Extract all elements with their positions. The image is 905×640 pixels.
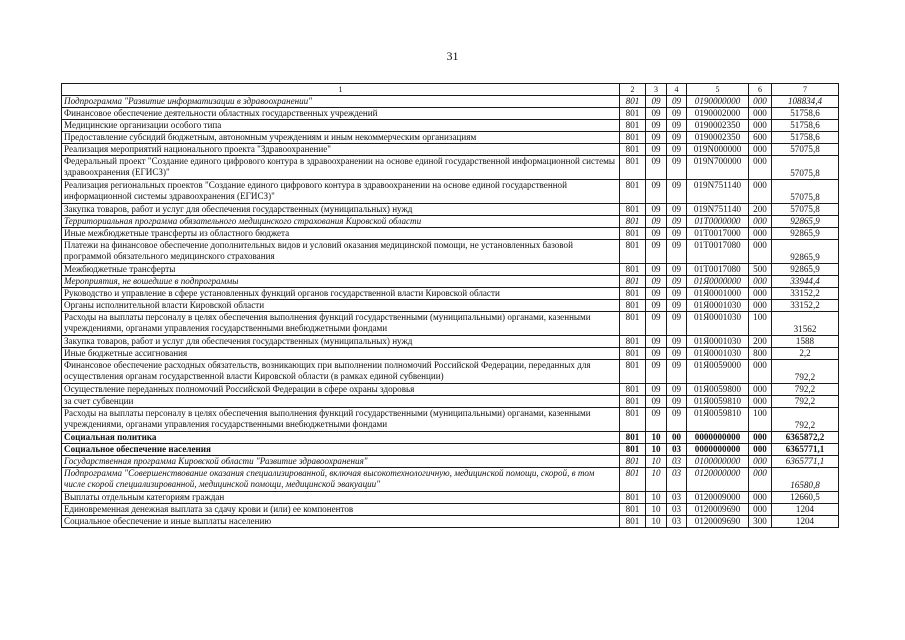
budget-table: [61, 83, 839, 528]
row-csr-cell: 01Т0000000: [687, 216, 749, 228]
row-csr-cell: 01Я0059810: [687, 396, 749, 408]
row-vedomstvo-cell: 801: [620, 120, 646, 132]
row-name-cell: Иные межбюджетные трансферты из областного бюджета: [62, 228, 620, 240]
row-amount-cell: 792,2: [772, 408, 839, 432]
table-row: [62, 216, 839, 228]
row-name-cell: Руководство и управление в сфере установленных функций органов государственной власти Кировской области: [62, 288, 620, 300]
row-name-cell: Федеральный проект "Создание единого цифрового контура в здравоохранении на основе единой государственной информационной системы здравоохранения (ЕГИСЗ)": [62, 156, 620, 180]
row-razdel-cell: 09: [646, 108, 667, 120]
row-vedomstvo-cell: 801: [620, 156, 646, 180]
row-amount-cell: 6365771,1: [772, 444, 839, 456]
row-vr-cell: 000: [749, 276, 772, 288]
row-podrazdel-cell: 03: [667, 504, 687, 516]
row-podrazdel-cell: 03: [667, 468, 687, 492]
row-amount-cell: 792,2: [772, 384, 839, 396]
table-row: [62, 276, 839, 288]
row-vedomstvo-cell: 801: [620, 396, 646, 408]
row-vr-cell: 800: [749, 348, 772, 360]
table-row: [62, 384, 839, 396]
row-razdel-cell: 09: [646, 228, 667, 240]
header-cell-vr: 6: [749, 84, 772, 96]
row-razdel-cell: 09: [646, 360, 667, 384]
row-vr-cell: 100: [749, 408, 772, 432]
row-csr-cell: 0000000000: [687, 444, 749, 456]
table-row: [62, 204, 839, 216]
row-vedomstvo-cell: 801: [620, 96, 646, 108]
row-vedomstvo-cell: 801: [620, 132, 646, 144]
table-row: [62, 492, 839, 504]
row-vedomstvo-cell: 801: [620, 492, 646, 504]
row-csr-cell: 01Я0059810: [687, 408, 749, 432]
table-row: [62, 408, 839, 432]
row-name-cell: Медицинские организации особого типа: [62, 120, 620, 132]
table-row: [62, 504, 839, 516]
row-vr-cell: 000: [749, 384, 772, 396]
row-vedomstvo-cell: 801: [620, 204, 646, 216]
page-number: 31: [446, 49, 459, 63]
row-csr-cell: 0120000000: [687, 468, 749, 492]
row-razdel-cell: 09: [646, 276, 667, 288]
row-amount-cell: 792,2: [772, 360, 839, 384]
row-razdel-cell: 09: [646, 408, 667, 432]
table-row: [62, 180, 839, 204]
row-amount-cell: 1204: [772, 504, 839, 516]
row-podrazdel-cell: 03: [667, 516, 687, 528]
row-name-cell: Мероприятия, не вошедшие в подпрограммы: [62, 276, 620, 288]
table-row: [62, 312, 839, 336]
row-amount-cell: 33152,2: [772, 288, 839, 300]
row-razdel-cell: 09: [646, 132, 667, 144]
row-podrazdel-cell: 03: [667, 456, 687, 468]
row-csr-cell: 019N751140: [687, 180, 749, 204]
row-vedomstvo-cell: 801: [620, 240, 646, 264]
row-podrazdel-cell: 09: [667, 360, 687, 384]
table-row: [62, 444, 839, 456]
row-csr-cell: 01Я0001030: [687, 300, 749, 312]
row-csr-cell: 01Т0017080: [687, 240, 749, 264]
row-vedomstvo-cell: 801: [620, 384, 646, 396]
row-vedomstvo-cell: 801: [620, 288, 646, 300]
row-amount-cell: 108834,4: [772, 96, 839, 108]
row-amount-cell: 16580,8: [772, 468, 839, 492]
row-razdel-cell: 09: [646, 312, 667, 336]
row-csr-cell: 01Т0017000: [687, 228, 749, 240]
row-name-cell: Финансовое обеспечение деятельности областных государственных учреждений: [62, 108, 620, 120]
row-razdel-cell: 09: [646, 240, 667, 264]
row-vr-cell: 000: [749, 468, 772, 492]
row-name-cell: Осуществление переданных полномочий Российской Федерации в сфере охраны здоровья: [62, 384, 620, 396]
row-podrazdel-cell: 09: [667, 264, 687, 276]
row-vr-cell: 300: [749, 516, 772, 528]
row-razdel-cell: 09: [646, 204, 667, 216]
row-name-cell: Финансовое обеспечение расходных обязательств, возникающих при выполнении полномочий Российской Федерации, переданных для осуществления органам государственной власти Кировской области (в рамках единой субвенции): [62, 360, 620, 384]
row-vr-cell: 000: [749, 432, 772, 444]
row-podrazdel-cell: 09: [667, 408, 687, 432]
row-csr-cell: 0120009690: [687, 504, 749, 516]
table-row: [62, 396, 839, 408]
row-name-cell: Социальная политика: [62, 432, 620, 444]
row-razdel-cell: 09: [646, 288, 667, 300]
table-row: [62, 240, 839, 264]
row-csr-cell: 0120009690: [687, 516, 749, 528]
header-cell-name: 1: [62, 84, 620, 96]
table-row: [62, 516, 839, 528]
row-vr-cell: 200: [749, 204, 772, 216]
row-razdel-cell: 09: [646, 384, 667, 396]
row-csr-cell: 0120009000: [687, 492, 749, 504]
row-vr-cell: 000: [749, 108, 772, 120]
row-vr-cell: 000: [749, 300, 772, 312]
row-podrazdel-cell: 09: [667, 384, 687, 396]
row-razdel-cell: 09: [646, 144, 667, 156]
row-vr-cell: 600: [749, 132, 772, 144]
row-name-cell: Государственная программа Кировской области "Развитие здравоохранения": [62, 456, 620, 468]
row-vr-cell: 000: [749, 240, 772, 264]
row-podrazdel-cell: 09: [667, 216, 687, 228]
table-row: [62, 156, 839, 180]
row-vedomstvo-cell: 801: [620, 108, 646, 120]
row-razdel-cell: 10: [646, 492, 667, 504]
row-razdel-cell: 09: [646, 120, 667, 132]
row-razdel-cell: 10: [646, 444, 667, 456]
row-vedomstvo-cell: 801: [620, 444, 646, 456]
row-vedomstvo-cell: 801: [620, 468, 646, 492]
row-name-cell: Подпрограмма "Совершенствование оказания специализированной, включая высокотехнологичную, медицинской помощи, скорой, в том числе скорой специализированной, медицинской помощи, медицинской эвакуации": [62, 468, 620, 492]
row-podrazdel-cell: 09: [667, 180, 687, 204]
row-vedomstvo-cell: 801: [620, 408, 646, 432]
row-vr-cell: 000: [749, 144, 772, 156]
row-name-cell: Реализация мероприятий национального проекта "Здравоохранение": [62, 144, 620, 156]
row-razdel-cell: 10: [646, 504, 667, 516]
table-row: [62, 108, 839, 120]
row-vr-cell: 100: [749, 312, 772, 336]
row-csr-cell: 01Я0001030: [687, 336, 749, 348]
row-vr-cell: 000: [749, 288, 772, 300]
row-razdel-cell: 09: [646, 336, 667, 348]
row-razdel-cell: 10: [646, 516, 667, 528]
row-name-cell: Расходы на выплаты персоналу в целях обеспечения выполнения функций государственными (муниципальными) органами, казенными учреждениями, органами управления государственными внебюджетными фондами: [62, 312, 620, 336]
row-csr-cell: 01Я0001030: [687, 312, 749, 336]
row-vedomstvo-cell: 801: [620, 264, 646, 276]
row-vr-cell: 000: [749, 456, 772, 468]
row-podrazdel-cell: 09: [667, 132, 687, 144]
row-vedomstvo-cell: 801: [620, 516, 646, 528]
table-row: [62, 432, 839, 444]
row-vedomstvo-cell: 801: [620, 456, 646, 468]
row-vr-cell: 000: [749, 180, 772, 204]
table-row: [62, 348, 839, 360]
row-vr-cell: 000: [749, 492, 772, 504]
row-name-cell: Органы исполнительной власти Кировской области: [62, 300, 620, 312]
row-name-cell: Выплаты отдельным категориям граждан: [62, 492, 620, 504]
row-razdel-cell: 09: [646, 216, 667, 228]
row-amount-cell: 57075,8: [772, 180, 839, 204]
row-csr-cell: 0000000000: [687, 432, 749, 444]
header-cell-vedomstvo: 2: [620, 84, 646, 96]
row-vr-cell: 000: [749, 156, 772, 180]
row-name-cell: Социальное обеспечение населения: [62, 444, 620, 456]
row-podrazdel-cell: 09: [667, 276, 687, 288]
row-name-cell: Предоставление субсидий бюджетным, автономным учреждениям и иным некоммерческим организациям: [62, 132, 620, 144]
table-row: [62, 120, 839, 132]
row-amount-cell: 51758,6: [772, 120, 839, 132]
row-podrazdel-cell: 09: [667, 396, 687, 408]
row-amount-cell: 92865,9: [772, 216, 839, 228]
row-vr-cell: 500: [749, 264, 772, 276]
row-podrazdel-cell: 09: [667, 240, 687, 264]
row-name-cell: Территориальная программа обязательного медицинского страхования Кировской области: [62, 216, 620, 228]
row-name-cell: Закупка товаров, работ и услуг для обеспечения государственных (муниципальных) нужд: [62, 204, 620, 216]
row-csr-cell: 019N000000: [687, 144, 749, 156]
table-row: [62, 96, 839, 108]
row-vedomstvo-cell: 801: [620, 336, 646, 348]
row-csr-cell: 0190002000: [687, 108, 749, 120]
row-vedomstvo-cell: 801: [620, 180, 646, 204]
row-csr-cell: 019N751140: [687, 204, 749, 216]
row-amount-cell: 1204: [772, 516, 839, 528]
row-name-cell: Подпрограмма "Развитие информатизации в здравоохранении": [62, 96, 620, 108]
row-vr-cell: 000: [749, 360, 772, 384]
row-podrazdel-cell: 09: [667, 348, 687, 360]
row-amount-cell: 92865,9: [772, 240, 839, 264]
row-vedomstvo-cell: 801: [620, 300, 646, 312]
row-podrazdel-cell: 09: [667, 336, 687, 348]
row-vr-cell: 000: [749, 228, 772, 240]
table-row: [62, 144, 839, 156]
row-razdel-cell: 09: [646, 348, 667, 360]
row-vr-cell: 000: [749, 504, 772, 516]
row-podrazdel-cell: 09: [667, 288, 687, 300]
row-amount-cell: 792,2: [772, 396, 839, 408]
row-name-cell: Социальное обеспечение и иные выплаты населению: [62, 516, 620, 528]
row-podrazdel-cell: 03: [667, 444, 687, 456]
row-podrazdel-cell: 09: [667, 96, 687, 108]
row-vedomstvo-cell: 801: [620, 360, 646, 384]
table-row: [62, 360, 839, 384]
row-amount-cell: 6365872,2: [772, 432, 839, 444]
row-razdel-cell: 09: [646, 156, 667, 180]
row-csr-cell: 01Я0001030: [687, 348, 749, 360]
row-amount-cell: 6365771,1: [772, 456, 839, 468]
row-amount-cell: 33944,4: [772, 276, 839, 288]
row-podrazdel-cell: 09: [667, 204, 687, 216]
table-body: [62, 84, 839, 528]
row-amount-cell: 57075,8: [772, 204, 839, 216]
row-name-cell: Межбюджетные трансферты: [62, 264, 620, 276]
row-podrazdel-cell: 09: [667, 108, 687, 120]
row-csr-cell: 01Т0017080: [687, 264, 749, 276]
header-cell-csr: 5: [687, 84, 749, 96]
row-name-cell: Закупка товаров, работ и услуг для обеспечения государственных (муниципальных) нужд: [62, 336, 620, 348]
row-name-cell: Реализация региональных проектов "Создание единого цифрового контура в здравоохранении на основе единой государственной информационной системы здравоохранения (ЕГИСЗ)": [62, 180, 620, 204]
row-vr-cell: 200: [749, 336, 772, 348]
row-name-cell: за счет субвенции: [62, 396, 620, 408]
row-podrazdel-cell: 09: [667, 156, 687, 180]
row-amount-cell: 33152,2: [772, 300, 839, 312]
header-cell-podrazdel: 4: [667, 84, 687, 96]
row-razdel-cell: 09: [646, 264, 667, 276]
row-razdel-cell: 09: [646, 396, 667, 408]
row-csr-cell: 0190002350: [687, 132, 749, 144]
row-amount-cell: 51758,6: [772, 108, 839, 120]
row-vedomstvo-cell: 801: [620, 348, 646, 360]
row-razdel-cell: 09: [646, 300, 667, 312]
row-csr-cell: 01Я0059800: [687, 384, 749, 396]
row-vedomstvo-cell: 801: [620, 312, 646, 336]
header-row: [62, 84, 839, 96]
row-csr-cell: 01Я0059000: [687, 360, 749, 384]
header-cell-amount: 7: [772, 84, 839, 96]
row-vr-cell: 000: [749, 396, 772, 408]
row-amount-cell: 51758,6: [772, 132, 839, 144]
header-cell-razdel: 3: [646, 84, 667, 96]
row-podrazdel-cell: 03: [667, 492, 687, 504]
table-row: [62, 288, 839, 300]
row-vr-cell: 000: [749, 444, 772, 456]
table-row: [62, 132, 839, 144]
row-amount-cell: 92865,9: [772, 264, 839, 276]
row-name-cell: Платежи на финансовое обеспечение дополнительных видов и условий оказания медицинской помощи, не установленных базовой программой обязательного медицинского страхования: [62, 240, 620, 264]
table-row: [62, 456, 839, 468]
table-row: [62, 228, 839, 240]
row-podrazdel-cell: 09: [667, 120, 687, 132]
row-csr-cell: 0100000000: [687, 456, 749, 468]
row-csr-cell: 019N700000: [687, 156, 749, 180]
row-vedomstvo-cell: 801: [620, 432, 646, 444]
row-vr-cell: 000: [749, 96, 772, 108]
row-vr-cell: 000: [749, 120, 772, 132]
row-podrazdel-cell: 09: [667, 300, 687, 312]
row-podrazdel-cell: 00: [667, 432, 687, 444]
row-amount-cell: 12660,5: [772, 492, 839, 504]
table-row: [62, 300, 839, 312]
row-vedomstvo-cell: 801: [620, 276, 646, 288]
row-razdel-cell: 10: [646, 468, 667, 492]
row-csr-cell: 0190002350: [687, 120, 749, 132]
row-amount-cell: 57075,8: [772, 144, 839, 156]
row-csr-cell: 0190000000: [687, 96, 749, 108]
row-vedomstvo-cell: 801: [620, 216, 646, 228]
row-podrazdel-cell: 09: [667, 144, 687, 156]
table-row: [62, 468, 839, 492]
row-amount-cell: 92865,9: [772, 228, 839, 240]
row-csr-cell: 01Я0001000: [687, 288, 749, 300]
row-vr-cell: 000: [749, 216, 772, 228]
row-csr-cell: 01Я0000000: [687, 276, 749, 288]
row-name-cell: Расходы на выплаты персоналу в целях обеспечения выполнения функций государственными (муниципальными) органами, казенными учреждениями, органами управления государственными внебюджетными фондами: [62, 408, 620, 432]
row-amount-cell: 2,2: [772, 348, 839, 360]
row-vedomstvo-cell: 801: [620, 504, 646, 516]
row-vedomstvo-cell: 801: [620, 144, 646, 156]
row-vedomstvo-cell: 801: [620, 228, 646, 240]
row-razdel-cell: 09: [646, 180, 667, 204]
table-row: [62, 264, 839, 276]
row-podrazdel-cell: 09: [667, 228, 687, 240]
row-name-cell: Единовременная денежная выплата за сдачу крови и (или) ее компонентов: [62, 504, 620, 516]
row-razdel-cell: 09: [646, 96, 667, 108]
row-amount-cell: 1588: [772, 336, 839, 348]
row-amount-cell: 57075,8: [772, 156, 839, 180]
row-razdel-cell: 10: [646, 432, 667, 444]
row-podrazdel-cell: 09: [667, 312, 687, 336]
row-amount-cell: 31562: [772, 312, 839, 336]
table-row: [62, 336, 839, 348]
row-name-cell: Иные бюджетные ассигнования: [62, 348, 620, 360]
row-razdel-cell: 10: [646, 456, 667, 468]
